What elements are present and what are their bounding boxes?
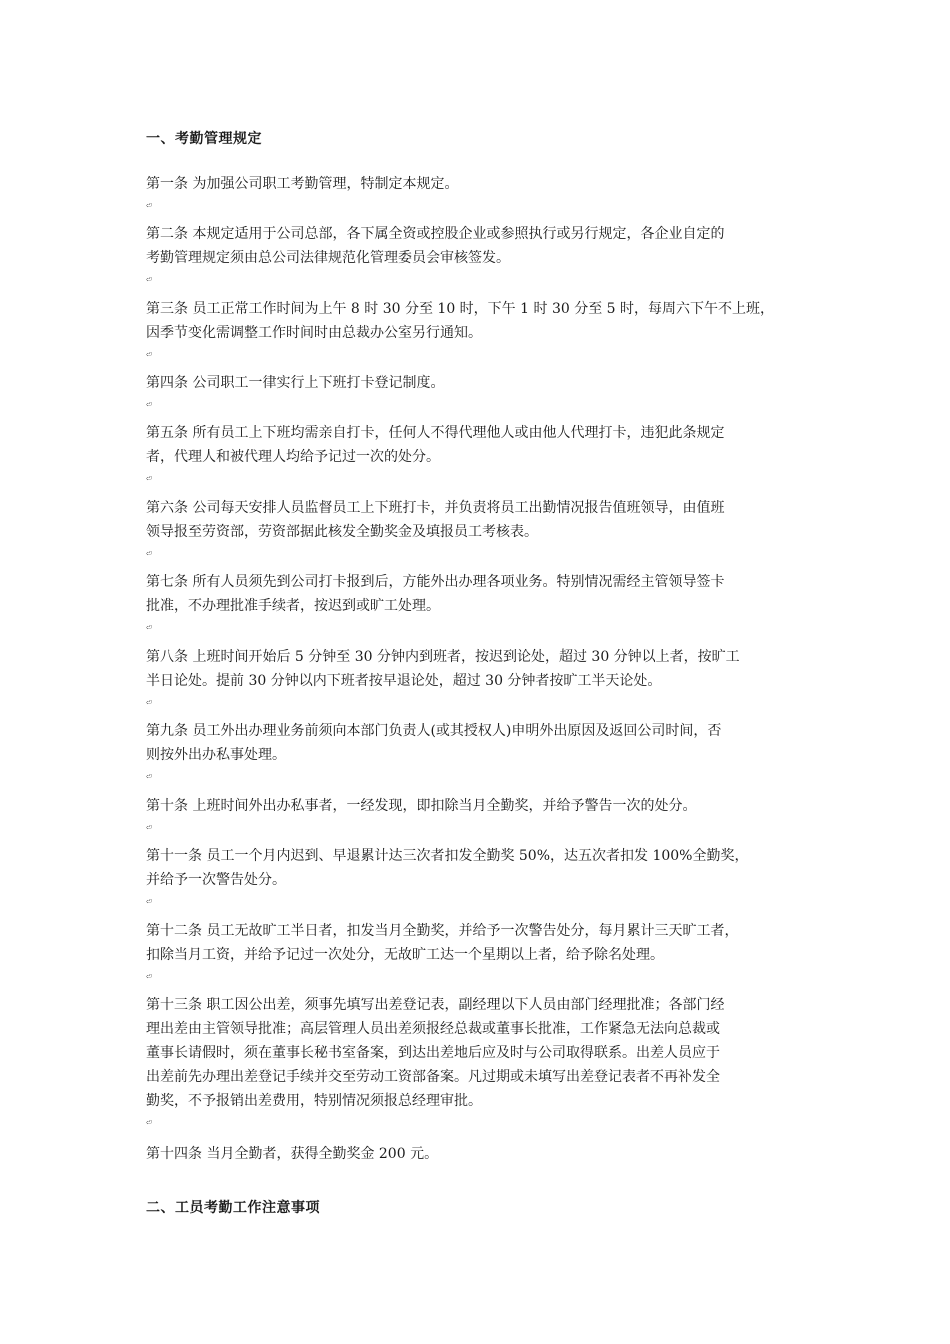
article-7 — [146, 570, 812, 618]
article-line: 因季节变化需调整工作时间时由总裁办公室另行通知。 — [146, 325, 482, 341]
article-9 — [146, 719, 812, 767]
article-3 — [146, 297, 812, 345]
article-1 — [146, 172, 812, 196]
article-4 — [146, 371, 812, 395]
article-line: 批准，不办理批准手续者，按迟到或旷工处理。 — [146, 598, 440, 614]
paragraph-mark: ⏎ — [146, 772, 152, 782]
article-2 — [146, 222, 812, 270]
article-5 — [146, 421, 812, 469]
paragraph-mark: ⏎ — [146, 549, 152, 559]
paragraph-mark: ⏎ — [146, 698, 152, 708]
paragraph-mark: ⏎ — [146, 474, 152, 484]
article-line: 考勤管理规定须由总公司法律规范化管理委员会审核签发。 — [146, 250, 510, 266]
article-line: 第十二条 员工无故旷工半日者，扣发当月全勤奖，并给予一次警告处分，每月累计三天旷工者， — [146, 923, 739, 939]
article-line: 第十三条 职工因公出差，须事先填写出差登记表，副经理以下人员由部门经理批准；各部门经 — [146, 997, 725, 1013]
article-line: 第九条 员工外出办理业务前须向本部门负责人(或其授权人)申明外出原因及返回公司时间，否 — [146, 723, 722, 739]
article-line: 则按外出办私事处理。 — [146, 747, 286, 763]
article-line: 第六条 公司每天安排人员监督员工上下班打卡，并负责将员工出勤情况报告值班领导，由值班 — [146, 500, 725, 516]
section-heading-attendance-rules: 一、考勤管理规定 — [146, 131, 262, 147]
article-line: 第五条 所有员工上下班均需亲自打卡，任何人不得代理他人或由他人代理打卡，违犯此条规定 — [146, 425, 725, 441]
article-8 — [146, 645, 812, 693]
article-line: 者，代理人和被代理人均给予记过一次的处分。 — [146, 449, 440, 465]
article-line: 董事长请假时，须在董事长秘书室备案，到达出差地后应及时与公司取得联系。出差人员应于 — [146, 1045, 720, 1061]
article-line: 第三条 员工正常工作时间为上午 8 时 30 分至 10 时，下午 1 时 30 分至 5 时，每周六下午不上班， — [146, 301, 775, 317]
article-line: 勤奖，不予报销出差费用，特别情况须报总经理审批。 — [146, 1093, 482, 1109]
article-13 — [146, 993, 812, 1113]
paragraph-mark: ⏎ — [146, 897, 152, 907]
article-14 — [146, 1142, 812, 1166]
article-line: 第十一条 员工一个月内迟到、早退累计达三次者扣发全勤奖 50%，达五次者扣发 100%全勤奖， — [146, 848, 749, 864]
article-line: 理出差由主管领导批准；高层管理人员出差须报经总裁或董事长批准，工作紧急无法向总裁或 — [146, 1021, 720, 1037]
article-line: 第一条 为加强公司职工考勤管理，特制定本规定。 — [146, 176, 459, 192]
article-line: 领导报至劳资部，劳资部据此核发全勤奖金及填报员工考核表。 — [146, 524, 538, 540]
article-line: 第八条 上班时间开始后 5 分钟至 30 分钟内到班者，按迟到论处，超过 30 分钟以上者，按旷工 — [146, 649, 740, 665]
article-line: 第十条 上班时间外出办私事者，一经发现，即扣除当月全勤奖，并给予警告一次的处分。 — [146, 798, 697, 814]
article-6 — [146, 496, 812, 544]
article-line: 扣除当月工资，并给予记过一次处分，无故旷工达一个星期以上者，给予除名处理。 — [146, 947, 664, 963]
paragraph-mark: ⏎ — [146, 972, 152, 982]
article-line: 第二条 本规定适用于公司总部，各下属全资或控股企业或参照执行或另行规定，各企业自定的 — [146, 226, 725, 242]
article-line: 并给予一次警告处分。 — [146, 872, 286, 888]
article-line: 半日论处。提前 30 分钟以内下班者按早退论处，超过 30 分钟者按旷工半天论处。 — [146, 673, 662, 689]
paragraph-mark: ⏎ — [146, 1118, 152, 1128]
paragraph-mark: ⏎ — [146, 350, 152, 360]
paragraph-mark: ⏎ — [146, 275, 152, 285]
article-12 — [146, 919, 812, 967]
section-heading-attendance-notes: 二、工员考勤工作注意事项 — [146, 1200, 320, 1216]
paragraph-mark: ⏎ — [146, 823, 152, 833]
article-line: 出差前先办理出差登记手续并交至劳动工资部备案。凡过期或未填写出差登记表者不再补发全 — [146, 1069, 720, 1085]
article-line: 第十四条 当月全勤者，获得全勤奖金 200 元。 — [146, 1146, 439, 1162]
article-line: 第四条 公司职工一律实行上下班打卡登记制度。 — [146, 375, 445, 391]
article-line: 第七条 所有人员须先到公司打卡报到后，方能外出办理各项业务。特别情况需经主管领导签卡 — [146, 574, 725, 590]
article-11 — [146, 844, 812, 892]
paragraph-mark: ⏎ — [146, 623, 152, 633]
article-10 — [146, 794, 812, 818]
paragraph-mark: ⏎ — [146, 201, 152, 211]
paragraph-mark: ⏎ — [146, 400, 152, 410]
